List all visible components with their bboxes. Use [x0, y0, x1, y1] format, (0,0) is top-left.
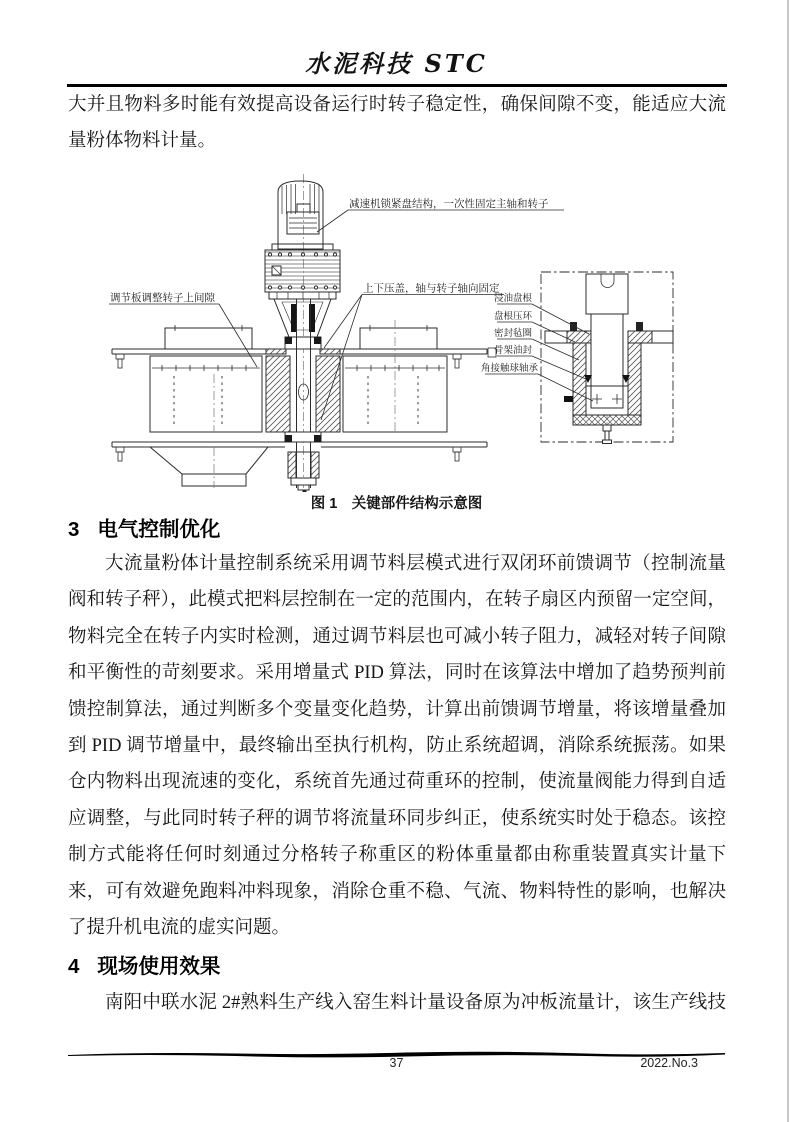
- rotor-column-left-wall: [266, 356, 290, 432]
- bottom-plate-drawing: [112, 442, 487, 447]
- journal-header-title: 水泥科技 STC: [305, 49, 488, 78]
- section-title: 现场使用效果: [97, 955, 221, 978]
- text-line: 南阳中联水泥 2#熟料生产线入窑生料计量设备原为冲板流量计，该生产线技: [105, 993, 726, 1013]
- left-upper-box: [165, 328, 252, 349]
- left-housing-box: [150, 356, 262, 432]
- section-3-paragraph: [68, 546, 726, 946]
- label-skeleton-oil-seal: 骨架油封: [493, 345, 532, 356]
- footer-issue: 2022.No.3: [640, 1056, 698, 1070]
- figure-1-diagram: [70, 170, 730, 492]
- motor-drawing: [272, 181, 333, 250]
- intro-line: 量粉体物料计量。: [68, 131, 217, 151]
- text-line: 馈控制算法，通过判断多个变量变化趋势，计算出前馈调节增量，将该增量叠加: [68, 699, 726, 720]
- text-line: 应调整，与此同时转子秤的调节将流量环同步纠正，使系统实时处于稳态。该控: [68, 808, 726, 829]
- label-packing-ring: 盘根压环: [493, 311, 532, 322]
- label-ball-bearing: 角接触球轴承: [480, 363, 538, 374]
- section-4-paragraph: [68, 985, 726, 1021]
- intro-line: 大并且物料多时能有效提高设备运行时转子稳定性，确保间隙不变，能适应大流: [68, 95, 726, 115]
- top-cover-drawing: [285, 337, 321, 349]
- text-line: 大流量粉体计量控制系统采用调节料层模式进行双闭环前馈调节（控制流量: [105, 554, 726, 574]
- label-oil-packing: 浸油盘根: [493, 293, 532, 304]
- text-line: 和平衡性的苛刻要求。采用增量式 PID 算法，同时在该算法中增加了趋势预判前: [68, 663, 726, 684]
- text-line: 来，可有效避免跑料冲料现象，消除仓重不稳、气流、物料特性的影响，也解决: [68, 881, 726, 902]
- bell-adapter-drawing: [274, 299, 331, 337]
- section-title: 电气控制优化: [97, 518, 221, 541]
- section-number: 4: [68, 955, 80, 978]
- gearbox-drawing: [265, 250, 340, 299]
- right-upper-box: [360, 328, 437, 349]
- rotor-column-right-wall: [316, 356, 340, 432]
- right-housing-box: [343, 320, 447, 432]
- footer-page-number: 37: [389, 1056, 404, 1070]
- text-line: 仓内物料出现流速的变化，系统首先通过荷重环的控制，使流量阀能力得到自适: [68, 772, 726, 793]
- bottom-cover-drawing: [285, 432, 321, 442]
- section-number: 3: [68, 518, 80, 541]
- hopper-drawing: [150, 447, 268, 488]
- label-reducer-lock: 减速机锁紧盘结构，一次性固定主轴和转子: [349, 198, 549, 210]
- text-line: 到 PID 调节增量中，最终输出至执行机构，防止系统超调，消除系统振荡。如果: [68, 735, 726, 756]
- text-line: 制方式能将任何时刻通过分格转子称重区的粉体重量都由称重装置真实计量下: [68, 845, 726, 866]
- header-divider: [67, 84, 727, 87]
- section-4-heading: [68, 949, 220, 979]
- label-felt-seal: 密封毡圈: [493, 328, 532, 339]
- label-pressure-covers: 上下压盖，轴与转子轴向固定: [363, 282, 500, 295]
- text-line: 物料完全在转子内实时检测，通过调节料层也可减小转子阻力，减轻对转子间隙: [68, 626, 726, 647]
- text-line: 阀和转子秤），此模式把料层控制在一定的范围内，在转子扇区内预留一定空间，: [68, 590, 726, 611]
- figure-caption: 图 1 关键部件结构示意图: [310, 496, 483, 512]
- label-adjust-plate: 调节板调整转子上间隙: [110, 292, 215, 304]
- scan-edge-artifact: [787, 0, 789, 1122]
- section-3-heading: [68, 512, 220, 542]
- text-line: 了提升机电流的虚实问题。: [68, 917, 291, 938]
